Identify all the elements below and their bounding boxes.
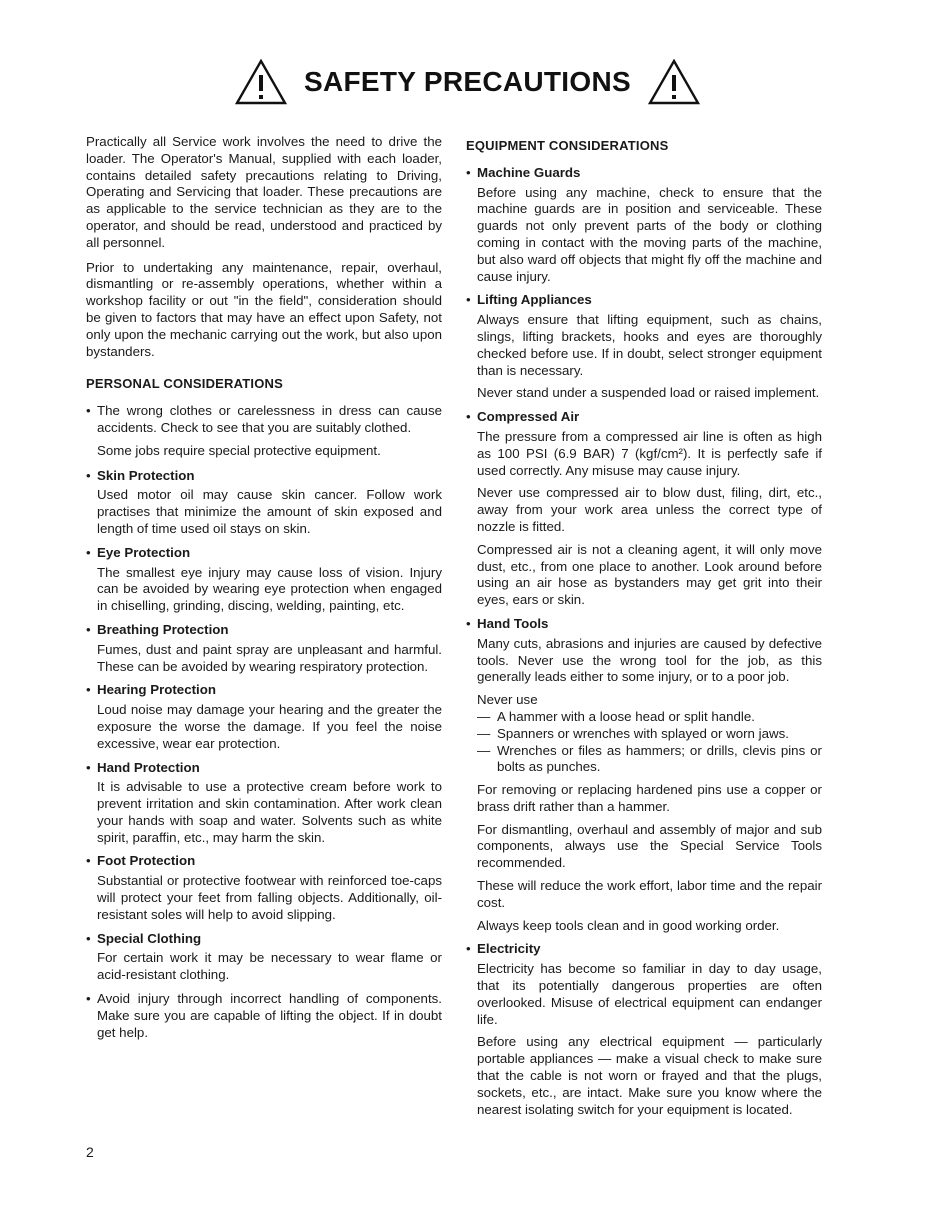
special-clothing-text: For certain work it may be necessary to wear flame or acid-resistant clothing. (97, 950, 442, 983)
foot-protection-section (86, 853, 442, 923)
hearing-protection-text: Loud noise may damage your hearing and the greater the exposure the worse the damage. If you feel the noise excessive, wear ear protection. (97, 702, 442, 751)
intro-paragraph: Prior to undertaking any maintenance, repair, overhaul, dismantling or re-assembly operations, whether within a workshop facility or out "in the field", consideration should be given to factors that may have an effect upon Safety, not only upon the mechanic carrying out the work, but also upon bystanders. (86, 259, 442, 359)
bullet-icon: • (86, 544, 91, 560)
page-number: 2 (86, 1144, 94, 1160)
electricity-text: Before using any electrical equipment — particularly portable appliances — make a visual check to make sure that the cable is not worn or frayed and that the plugs, sockets, etc., are intact. Make sure you know where the nearest isolating switch for your equipment is located. (477, 1034, 822, 1117)
equipment-considerations-heading: EQUIPMENT CONSIDERATIONS (466, 138, 669, 153)
personal-considerations-heading: PERSONAL CONSIDERATIONS (86, 376, 283, 392)
compressed-air-text: The pressure from a compressed air line is often as high as 100 PSI (6.9 BAR) 7 (kgf/cm²). It is perfectly safe if used correctly. Any misuse may cause injury. (477, 428, 822, 478)
warning-triangle-icon (647, 58, 701, 106)
intro-paragraph: Practically all Service work involves the need to drive the loader. The Operator's Manual, supplied with each loader, contains detailed safety precautions relating to Driving, Operating and Servicing that loader. These precautions are as applicable to the service technician as they are to the operator, and should be read, understood and practiced by all personnel. (86, 134, 442, 250)
electricity-text: Electricity has become so familiar in day to day usage, that its potentially dangerous properties are often overlooked. Misuse of electrical equipment can endanger life. (477, 961, 822, 1027)
machine-guards-text: Before using any machine, check to ensure that the machine guards are in position and serviceable. These guards not only prevent parts of the body or clothing coming in contact with the moving parts of the machine, but also ward off objects that might fly off the machine and cause injury. (477, 184, 822, 284)
compressed-air-text: Compressed air is not a cleaning agent, it will only move dust, etc., from one place to another. Look around before using an air hose as bystanders may get grit into their eyes, ears or skin. (477, 541, 822, 608)
warning-triangle-icon (234, 58, 288, 106)
machine-guards-title: Machine Guards (477, 164, 581, 180)
clothing-lead (86, 403, 442, 437)
lifting-injury-note (86, 991, 442, 1041)
page-header (0, 56, 935, 108)
special-clothing-title: Special Clothing (97, 930, 202, 946)
page-title: SAFETY PRECAUTIONS (304, 66, 631, 97)
hearing-protection-title: Hearing Protection (97, 682, 216, 698)
bullet-icon: • (466, 615, 471, 631)
breathing-protection-title: Breathing Protection (97, 621, 229, 637)
bullet-icon: • (86, 759, 91, 775)
hand-protection-title: Hand Protection (97, 759, 200, 775)
hand-tools-text: These will reduce the work effort, labor time and the repair cost. (477, 878, 822, 910)
hand-tools-intro: Many cuts, abrasions and injuries are caused by defective tools. Never use the wrong tool for the job, as this generally leads either to some injury, or to a poor job. (477, 635, 822, 685)
special-clothing-section (86, 931, 442, 984)
machine-guards-section (466, 165, 822, 286)
eye-protection-section (86, 545, 442, 615)
never-use-item: — Spanners or wrenches with splayed or worn jaws. (477, 725, 789, 741)
hand-protection-section (86, 760, 442, 847)
bullet-icon: • (466, 409, 471, 425)
bullet-icon: • (86, 403, 91, 419)
foot-protection-title: Foot Protection (97, 853, 196, 869)
lifting-appliances-note: Never stand under a suspended load or raised implement. (477, 385, 820, 401)
lifting-appliances-title: Lifting Appliances (477, 292, 592, 308)
compressed-air-section (466, 409, 822, 609)
bullet-icon: • (86, 621, 91, 637)
never-use-item: — Wrenches or files as hammers; or drills, clevis pins or bolts as punches. (477, 742, 822, 775)
never-use-label: Never use (477, 692, 538, 708)
skin-protection-text: Used motor oil may cause skin cancer. Follow work practises that minimize the amount of skin exposed and length of time used oil stays on skin. (97, 487, 442, 536)
hearing-protection-section (86, 682, 442, 752)
hand-tools-text: For removing or replacing hardened pins use a copper or brass drift rather than a hammer. (477, 782, 822, 814)
breathing-protection-section (86, 622, 442, 675)
clothing-lead-text: The wrong clothes or carelessness in dress can cause accidents. Check to see that you are suitably clothed. (97, 403, 442, 435)
hand-tools-text: For dismantling, overhaul and assembly of major and sub components, always use the Special Service Tools recommended. (477, 821, 822, 871)
compressed-air-title: Compressed Air (477, 409, 580, 425)
left-column (86, 134, 442, 1047)
lifting-appliances-section (466, 292, 822, 402)
electricity-section (466, 941, 822, 1118)
lifting-injury-text: Avoid injury through incorrect handling of components. Make sure you are capable of lifting the object. If in doubt get help. (97, 991, 442, 1040)
bullet-icon: • (86, 467, 91, 483)
clothing-note: Some jobs require special protective equipment. (97, 442, 381, 458)
eye-protection-text: The smallest eye injury may cause loss of vision. Injury can be avoided by wearing eye protection when engaged in chiselling, grinding, discing, welding, painting, etc. (97, 564, 442, 614)
skin-protection-title: Skin Protection (97, 467, 195, 483)
compressed-air-text: Never use compressed air to blow dust, filing, dirt, etc., away from your work area unless the correct type of nozzle is fitted. (477, 485, 822, 534)
bullet-icon: • (466, 292, 471, 308)
bullet-icon: • (86, 853, 91, 869)
hand-tools-text: Always keep tools clean and in good working order. (477, 917, 780, 933)
bullet-icon: • (466, 164, 471, 180)
skin-protection-section (86, 468, 442, 538)
breathing-protection-text: Fumes, dust and paint spray are unpleasant and harmful. These can be avoided by wearing respiratory protection. (97, 641, 442, 674)
foot-protection-text: Substantial or protective footwear with reinforced toe-caps will protect your feet from falling objects. Additionally, oil-resistant soles will help to avoid slipping. (97, 873, 442, 922)
hand-protection-text: It is advisable to use a protective cream before work to prevent irritation and skin contamination. After work clean your hands with soap and water. Solvents such as white spirit, paraffin, etc., may harm the skin. (97, 779, 442, 845)
never-use-item: — A hammer with a loose head or split handle. (477, 708, 755, 724)
lifting-appliances-text: Always ensure that lifting equipment, such as chains, slings, lifting brackets, hooks and eyes are thoroughly checked before use. If in doubt, select stronger equipment than is necessary. (477, 312, 822, 378)
hand-tools-title: Hand Tools (477, 615, 549, 631)
electricity-title: Electricity (477, 941, 541, 957)
eye-protection-title: Eye Protection (97, 544, 191, 560)
right-column (466, 134, 822, 1125)
bullet-icon: • (466, 941, 471, 957)
bullet-icon: • (86, 682, 91, 698)
bullet-icon: • (86, 930, 91, 946)
hand-tools-section (466, 616, 822, 935)
bullet-icon: • (86, 991, 91, 1007)
